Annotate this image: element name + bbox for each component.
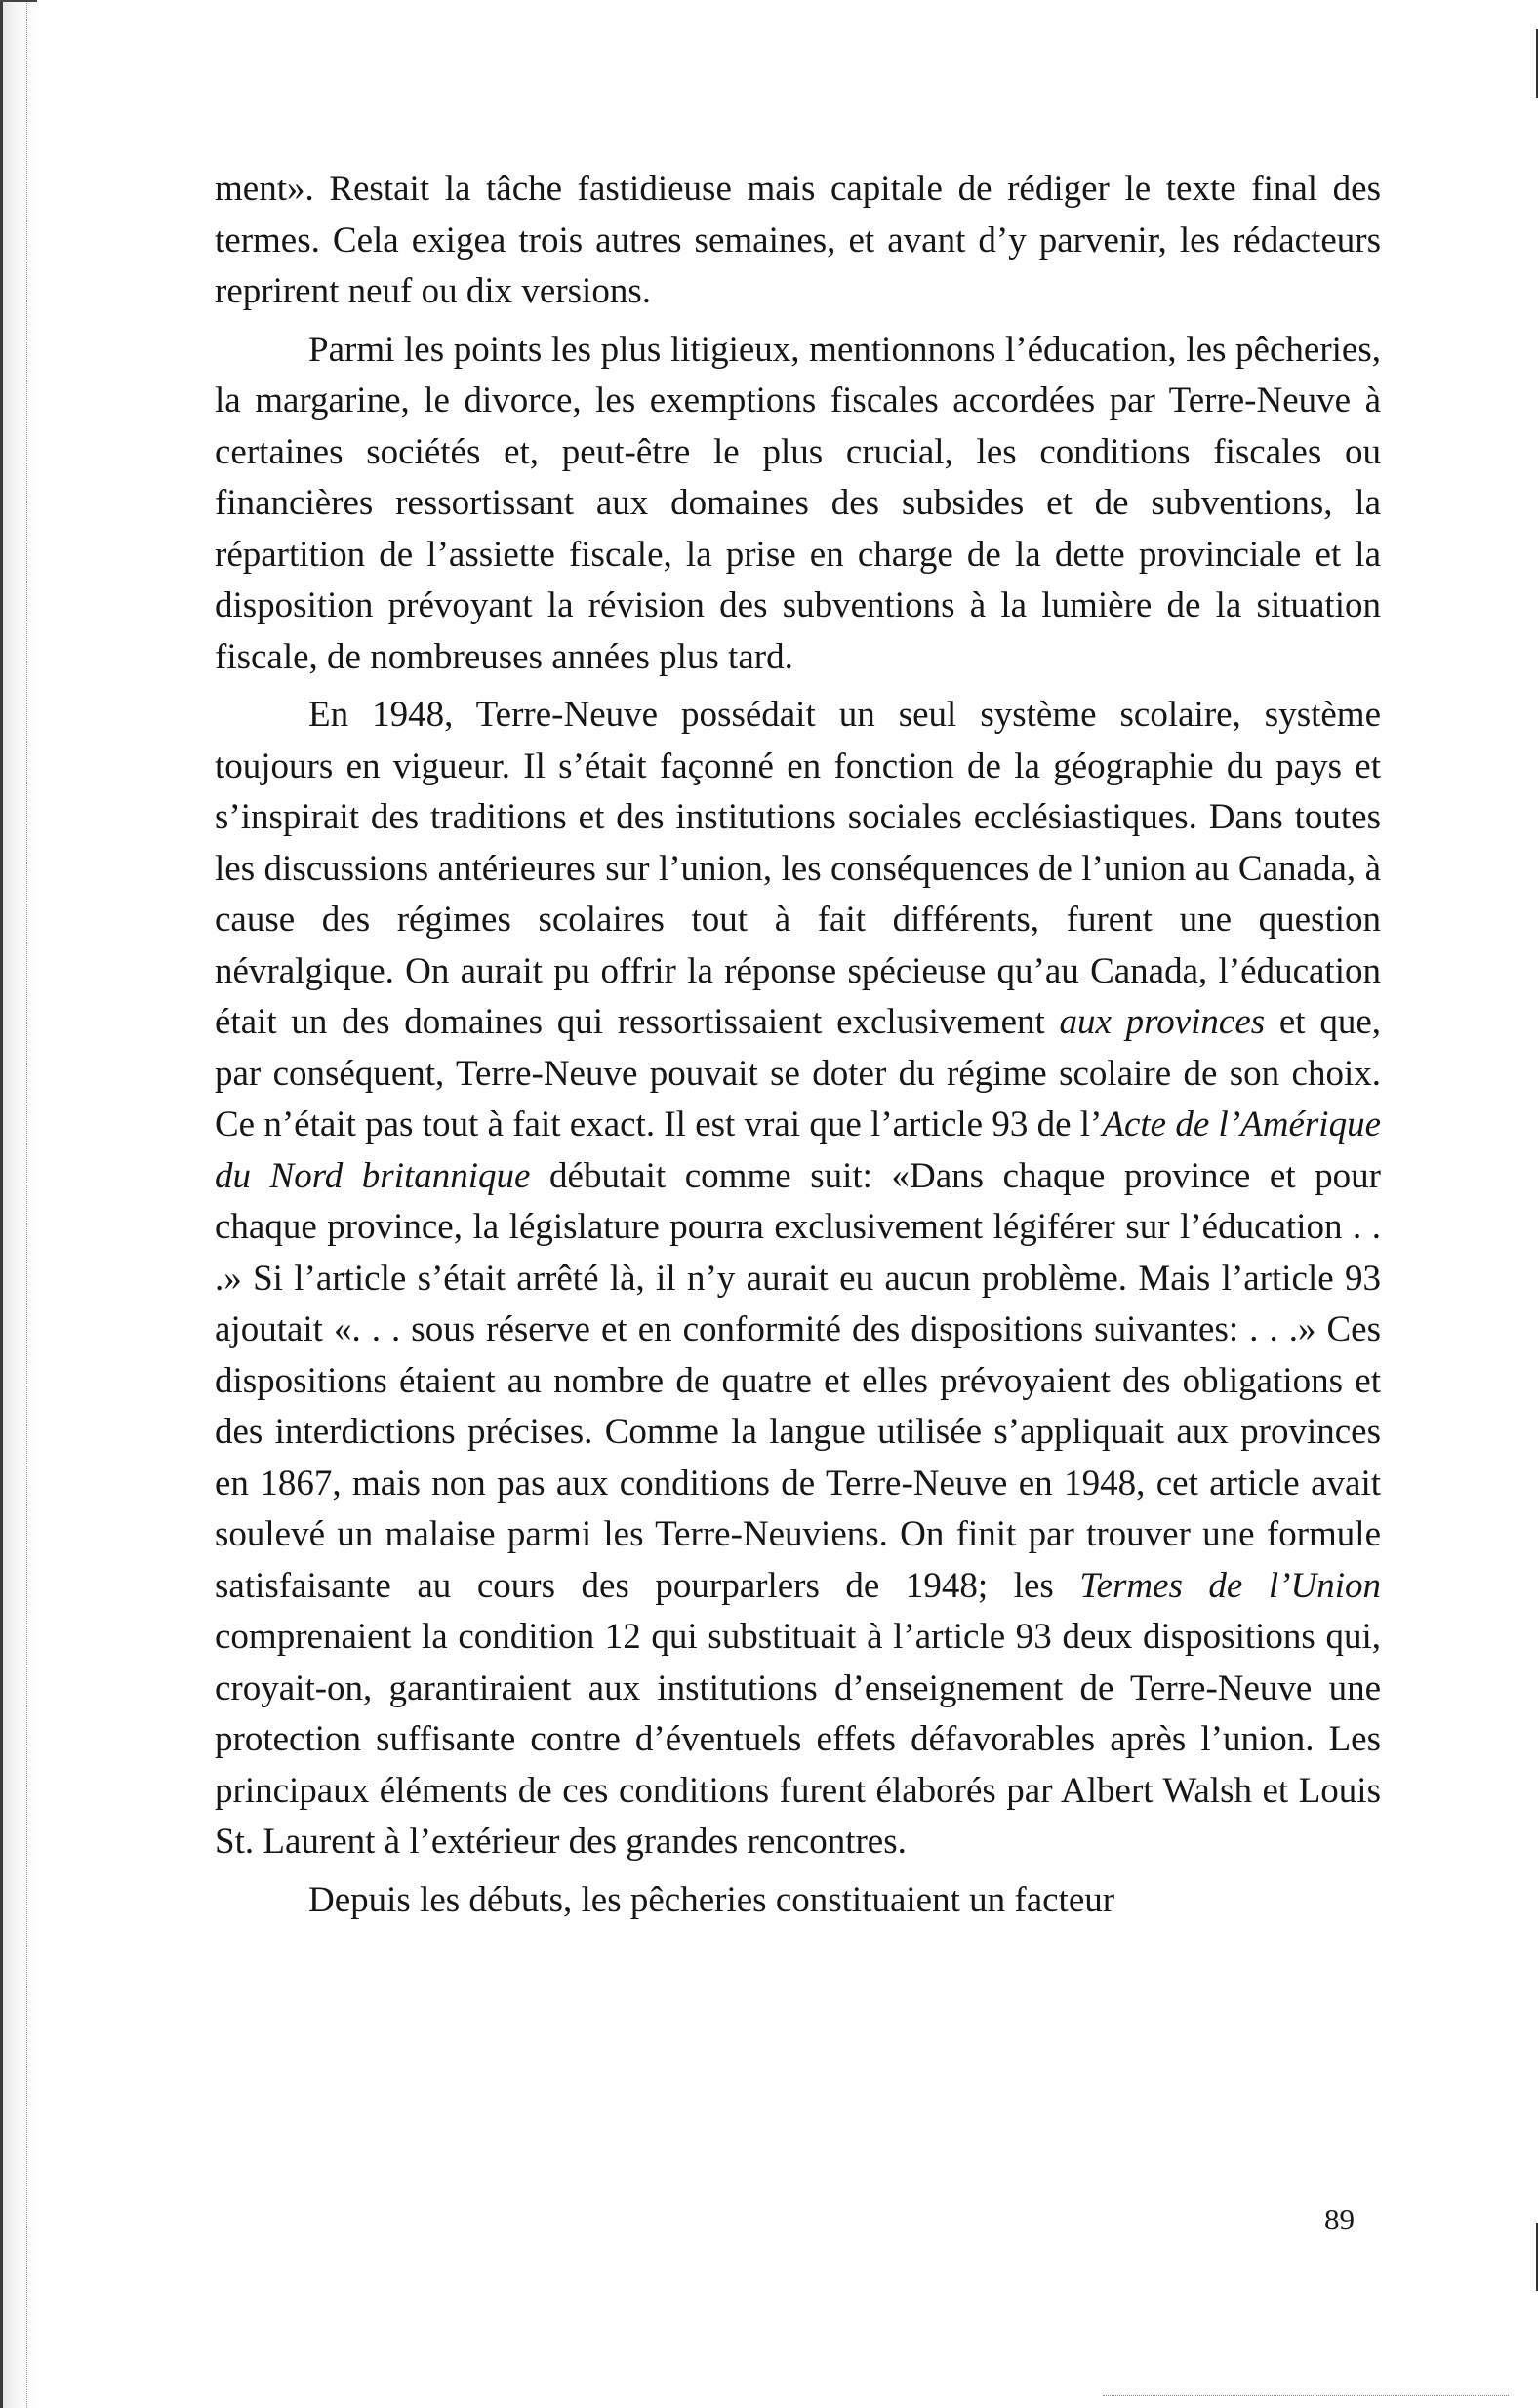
paragraph-text: En 1948, Terre-Neuve possédait un seul système scolaire, système toujours en vigueur. Il s’était façonné en fonction de la géographie du pays et s’inspirait des traditions et des institutions sociales ecclésiastiques. Dans toutes les discussions antérieures sur l’union, les conséquences de l’union au Canada, à cause des régimes scolaires tout à fait différents, furent une question névralgique. On aurait pu offrir la réponse spécieuse qu’au Canada, l’éducation était un des domaines qui ressortissaient exclusivement: [215, 695, 1381, 1042]
paragraph-text: Parmi les points les plus litigieux, mentionnons l’éducation, les pêcheries, la margarine, le divorce, les exemptions fiscales accordées par Terre-Neuve à certaines sociétés et, peut-être le plus crucial, les conditions fiscales ou financières ressortissant aux domaines des subsides et de subventions, la répartition de l’assiette fiscale, la prise en charge de la dette provinciale et la disposition prévoyant la révision des subventions à la lumière de la situation fiscale, de nombreuses années plus tard.: [215, 329, 1381, 677]
page-binding-edge: [0, 0, 40, 2408]
italic-title-text: aux provinces: [1059, 1002, 1266, 1042]
italic-title-text: Acte de l’Amérique du Nord britannique: [215, 1104, 1381, 1196]
paragraph-text: ment». Restait la tâche fastidieuse mais capitale de rédiger le texte final des termes. Cela exigea trois autres semaines, et avant d’y parvenir, les rédacteurs reprirent neuf ou dix versions.: [215, 169, 1381, 311]
paragraph-text: et que, par conséquent, Terre-Neuve pouvait se doter du régime scolaire de son choix. Ce n’était pas tout à fait exact. Il est vrai que l’article 93 de l’: [215, 1002, 1381, 1144]
scan-edge-mark-top: [1522, 29, 1538, 98]
paragraph: [215, 325, 1381, 684]
paragraph: [215, 164, 1381, 318]
scan-corner-mark: [0, 0, 37, 8]
page-body-text: [215, 164, 1381, 1926]
paragraph: [215, 690, 1381, 1868]
italic-title-text: Termes de l’Union: [1079, 1565, 1381, 1606]
paragraph: [215, 1875, 1381, 1927]
paragraph-text: comprenaient la condition 12 qui substituait à l’article 93 deux dispositions qui, croyait-on, garantiraient aux institutions d’enseignement de Terre-Neuve une protection suffisante contre d’éventuels effets défavorables après l’union. Les principaux éléments de ces conditions furent élaborés par Albert Walsh et Louis St. Laurent à l’extérieur des grandes rencontres.: [215, 1617, 1381, 1862]
scan-edge-mark-bottom: [1522, 2223, 1538, 2291]
scan-bottom-rule: [1103, 2395, 1509, 2396]
paragraph-text: débutait comme suit: «Dans chaque province et pour chaque province, la législature pourra exclusivement légiférer sur l’éducation . . .» Si l’article s’était arrêté là, il n’y aurait eu aucun problème. Mais l’article 93 ajoutait «. . . sous réserve et en conformité des dispositions suivantes: . . .» Ces dispositions étaient au nombre de quatre et elles prévoyaient des obligations et des interdictions précises. Comme la langue utilisée s’appliquait aux provinces en 1867, mais non pas aux conditions de Terre-Neuve en 1948, cet article avait soulevé un malaise parmi les Terre-Neuviens. On finit par trouver une formule satisfaisante au cours des pourparlers de 1948; les: [215, 1155, 1381, 1606]
paragraph-text: Depuis les débuts, les pêcheries constituaient un facteur: [308, 1879, 1115, 1920]
page-number: 89: [1324, 2202, 1355, 2236]
